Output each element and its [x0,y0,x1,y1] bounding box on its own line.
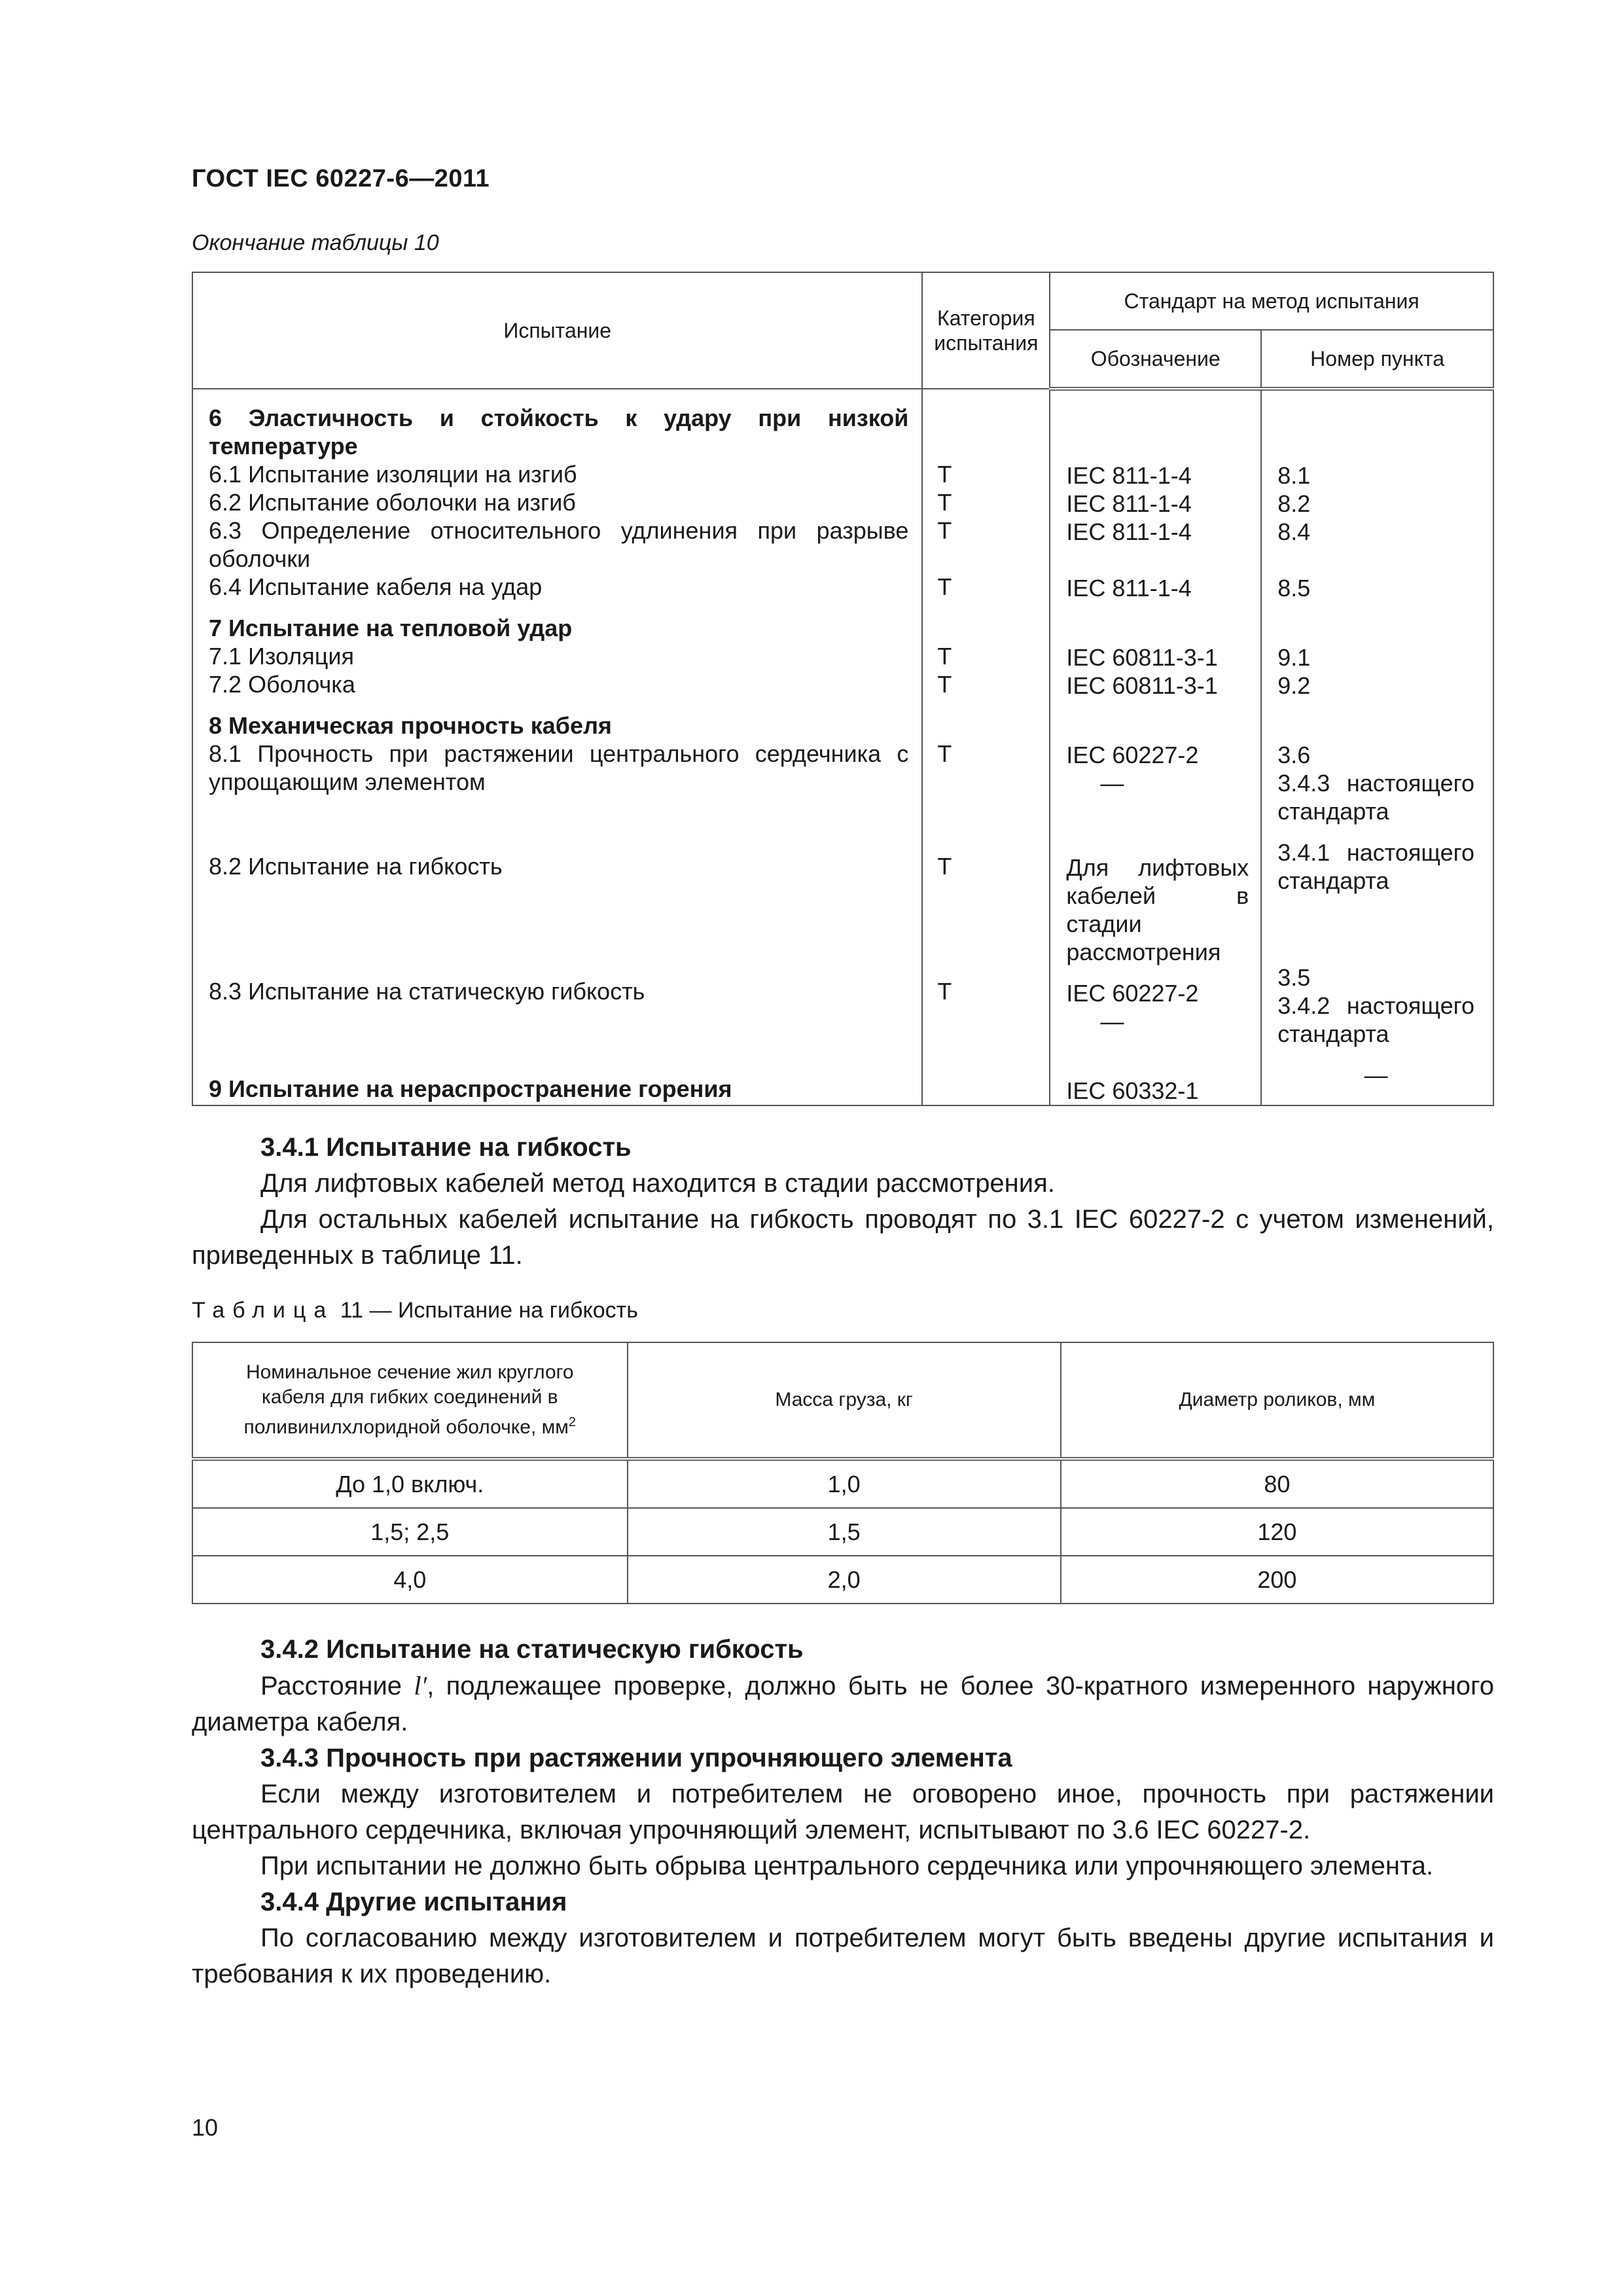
row-8-1-std: IEC 60227-2 [1066,742,1199,768]
row-8-3-std-dash: — [1100,1008,1124,1035]
row-7-1-clause: 9.1 [1277,644,1311,671]
row-6-4-test: 6.4 Испытание кабеля на удар [209,573,543,600]
cell-mass: 1,0 [628,1459,1061,1508]
row-6-3-test: 6.3 Определение относительного удлинения при разрыве оболочки [209,517,909,572]
table-row [192,389,1493,1105]
row-6-3-cat: T [937,517,952,544]
row-7-2-cat: T [937,671,952,698]
row-6-1-std: IEC 811-1-4 [1066,462,1192,489]
row-6-3-std: IEC 811-1-4 [1066,518,1192,545]
row-8-1-cat: T [937,740,952,767]
table-11 [192,1342,1494,1604]
row-8-2-std: Для лифтовых кабелей в стадии рассмотрения [1066,854,1249,965]
header-category-label: Категория испытания [934,306,1039,355]
row-7-2-std: IEC 60811-3-1 [1066,672,1218,699]
cell-section: 4,0 [192,1556,628,1604]
header-standard: Стандарт на метод испытания [1050,272,1493,330]
row-8-3-clause-ref: 3.4.2 настоящего стандарта [1277,992,1474,1047]
row-6-4-std: IEC 811-1-4 [1066,575,1192,601]
row-8-2-test: 8.2 Испытание на гибкость [209,853,503,880]
header-clause: Номер пункта [1261,330,1493,389]
cell-mass: 2,0 [628,1556,1061,1604]
section-3-4-3-p1: Если между изготовителем и потребителем не оговорено иное, прочность при растяжении центрального сердечника, включая упрочняющий элемент, испытывают по 3.6 IEC 60227-2. [192,1780,1494,1844]
section-3-4-4-p1: По согласованию между изготовителем и потребителем могут быть введены другие испытания и требования к их проведению. [192,1924,1494,1988]
header-designation: Обозначение [1050,330,1261,389]
table-10 [192,272,1494,1106]
row-8-1-test: 8.1 Прочность при растяжении центрального сердечника с упрощающим элементом [209,740,909,795]
table-row [192,1556,1493,1604]
section-3-4-2-text-b: , подлежащее проверке, должно быть не более 30-кратного измеренного наружного диаметра кабеля. [192,1672,1494,1736]
header-section-label: Номинальное сечение жил круглого кабеля для гибких соединений в поливинилхлоридной оболочке, мм [243,1361,574,1438]
table-row [192,1508,1493,1556]
table-11-caption [192,1298,638,1323]
section-3-4-4-heading: 3.4.4 Другие испытания [260,1888,567,1916]
row-6-2-test: 6.2 Испытание оболочки на изгиб [209,489,576,516]
section-9-title: 9 Испытание на нераспространение горения [209,1075,732,1102]
row-6-2-std: IEC 811-1-4 [1066,490,1192,517]
section-3-4-1-p1: Для лифтовых кабелей метод находится в стадии рассмотрения. [260,1169,1055,1198]
row-9-std: IEC 60332-1 [1066,1077,1199,1104]
section-3-4-2-text-a: Расстояние [260,1672,414,1700]
row-7-2-clause: 9.2 [1277,672,1311,699]
header-category [922,272,1050,389]
cell-section: До 1,0 включ. [192,1459,628,1508]
row-7-1-test: 7.1 Изоляция [209,643,354,670]
row-8-1-clause-ref: 3.4.3 настоящего стандарта [1277,770,1474,825]
cell-section: 1,5; 2,5 [192,1508,628,1556]
table-11-caption-word: Таблица [192,1298,334,1323]
section-3-4-1-heading: 3.4.1 Испытание на гибкость [260,1133,632,1162]
section-6-title: 6 Эластичность и стойкость к удару при низкой температуре [209,404,909,459]
row-8-3-cat: T [937,978,952,1005]
page-number: 10 [192,2114,219,2141]
header-mass: Масса груза, кг [628,1342,1061,1459]
row-7-2-test: 7.2 Оболочка [209,671,355,698]
row-6-1-cat: T [937,461,952,488]
header-section [192,1342,628,1459]
row-7-1-cat: T [937,643,952,670]
section-8-title: 8 Механическая прочность кабеля [209,712,612,739]
symbol-l-prime: l′ [414,1671,427,1700]
section-3-4-2-heading: 3.4.2 Испытание на статическую гибкость [260,1635,804,1664]
row-6-2-clause: 8.2 [1277,490,1311,517]
header-section-sup: 2 [568,1415,576,1429]
section-3-4-2-p1 [192,1668,1494,1740]
row-7-1-std: IEC 60811-3-1 [1066,644,1218,671]
table-10-caption: Окончание таблицы 10 [192,230,439,255]
cell-diameter: 80 [1061,1459,1493,1508]
section-3-4-1 [192,1130,1494,1274]
row-6-4-clause: 8.5 [1277,575,1311,601]
row-6-1-test: 6.1 Испытание изоляции на изгиб [209,461,577,488]
row-6-3-clause: 8.4 [1277,518,1311,545]
row-6-2-cat: T [937,489,952,516]
row-8-3-std: IEC 60227-2 [1066,980,1199,1007]
row-6-4-cat: T [937,573,952,600]
section-3-4-2-to-3-4-4 [192,1632,1494,1992]
cell-diameter: 120 [1061,1508,1493,1556]
section-3-4-3-p2: При испытании не должно быть обрыва центрального сердечника или упрочняющего элемента. [260,1852,1434,1880]
table-11-caption-text: 11 — Испытание на гибкость [340,1298,638,1323]
cell-diameter: 200 [1061,1556,1493,1604]
section-7-title: 7 Испытание на тепловой удар [209,615,573,641]
table-row [192,1459,1493,1508]
row-9-clause: — [1364,1062,1388,1088]
row-8-3-test: 8.3 Испытание на статическую гибкость [209,978,645,1005]
header-diameter: Диаметр роликов, мм [1061,1342,1493,1459]
row-8-1-clause: 3.6 [1277,742,1311,768]
header-test: Испытание [192,272,922,389]
row-8-3-clause: 3.5 [1277,964,1311,991]
cell-mass: 1,5 [628,1508,1061,1556]
section-3-4-3-heading: 3.4.3 Прочность при растяжении упрочняющего элемента [260,1744,1012,1772]
row-8-2-clause: 3.4.1 настоящего стандарта [1277,839,1474,894]
row-6-1-clause: 8.1 [1277,462,1311,489]
section-3-4-1-p2: Для остальных кабелей испытание на гибкость проводят по 3.1 IEC 60227-2 с учетом изменений, приведенных в таблице 11. [192,1205,1494,1270]
row-8-1-std-dash: — [1100,770,1124,797]
row-8-2-cat: T [937,853,952,880]
document-code: ГОСТ IEC 60227-6—2011 [192,165,490,192]
